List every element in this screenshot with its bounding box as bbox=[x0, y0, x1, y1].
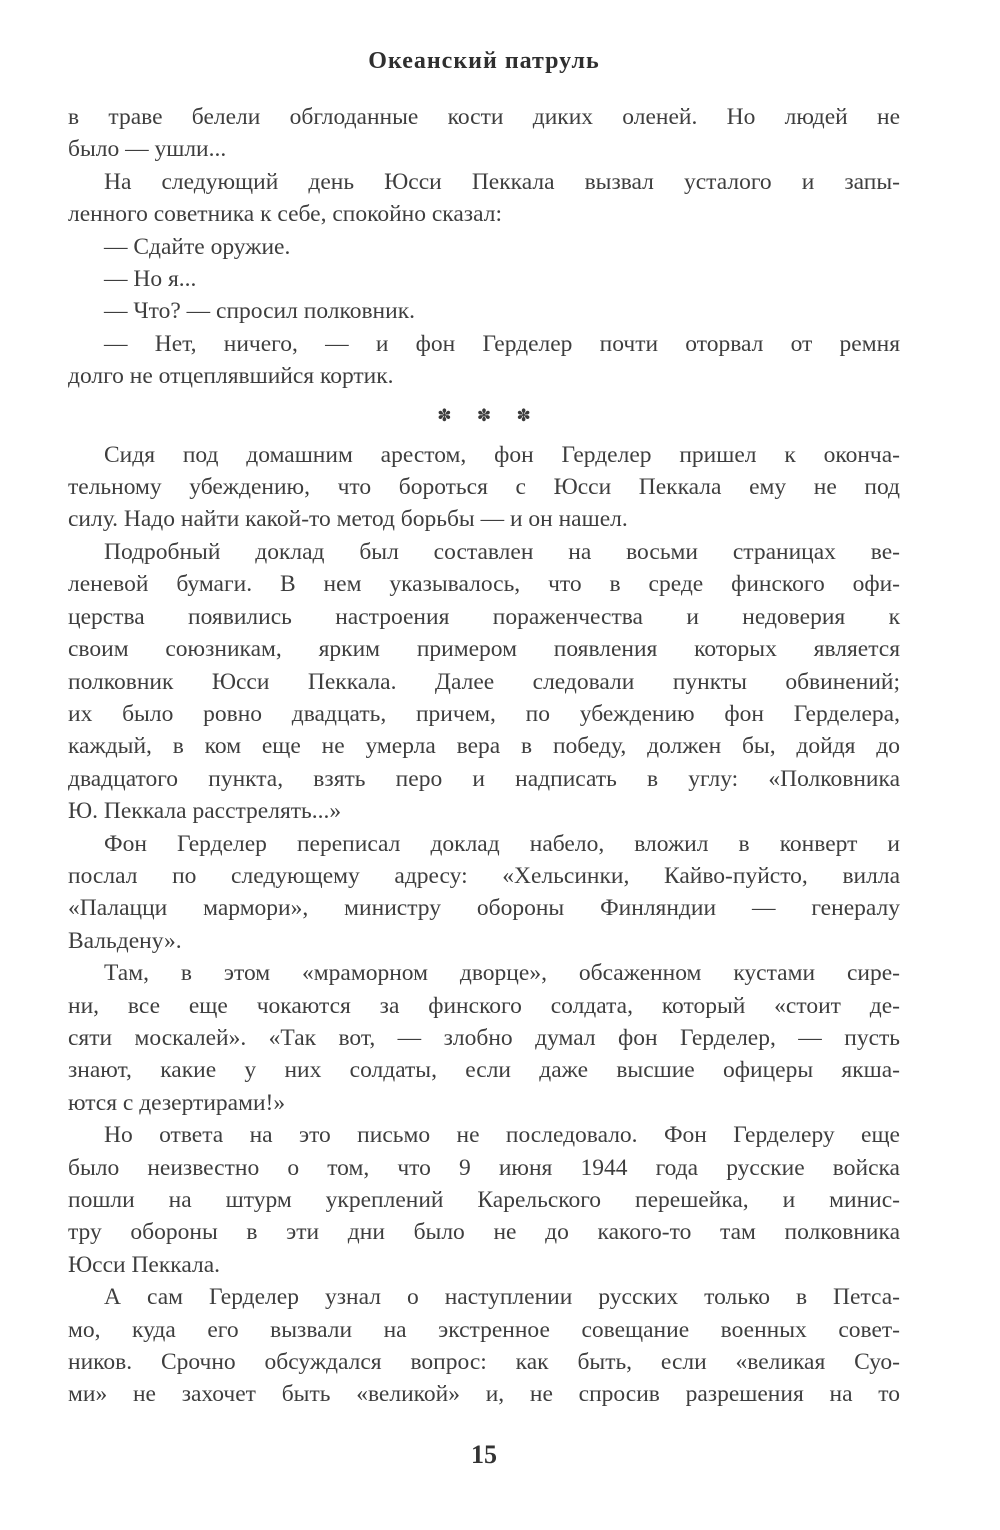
text-line: сяти москалей». «Так вот, — злобно думал фон Герделер, — пусть bbox=[68, 1024, 900, 1051]
text-line: в траве белели обглоданные кости диких оленей. Но людей не bbox=[68, 104, 900, 130]
text-line: пошли на штурм укреплений Карельского перешейка, и минис- bbox=[68, 1187, 900, 1213]
text-line: своим союзникам, ярким примером появления которых является bbox=[68, 636, 900, 663]
page-number: 15 bbox=[471, 1440, 497, 1469]
text-line: послал по следующему адресу: «Хельсинки, Кайво-пуйсто, вилла bbox=[68, 862, 900, 889]
text-line: Вальдену». bbox=[68, 927, 182, 954]
paragraph bbox=[68, 263, 900, 295]
text-line: было неизвестно о том, что 9 июня 1944 года русские войска bbox=[68, 1154, 900, 1181]
text-line: тру обороны в эти дни было не до какого-то там полковника bbox=[68, 1219, 900, 1246]
text-line: полковник Юсси Пеккала. Далее следовали пункты обвинений; bbox=[68, 668, 900, 695]
text-line: Ю. Пеккала расстрелять...» bbox=[68, 798, 342, 825]
paragraph bbox=[68, 231, 900, 263]
text-line: ников. Срочно обсуждался вопрос: как быть, если «великая Суо- bbox=[68, 1349, 900, 1376]
paragraph bbox=[68, 957, 900, 1119]
paragraph bbox=[68, 828, 900, 958]
page-body bbox=[68, 101, 900, 1411]
paragraph bbox=[68, 1281, 900, 1411]
text-line: было — ушли... bbox=[68, 136, 227, 163]
paragraph bbox=[68, 1119, 900, 1281]
text-line: ленного советника к себе, спокойно сказал: bbox=[68, 201, 502, 228]
text-line: На следующий день Юсси Пеккала вызвал усталого и запы- bbox=[104, 168, 900, 195]
text-line: церства появились настроения пораженчества и недоверия к bbox=[68, 603, 900, 630]
text-line: Фон Герделер переписал доклад набело, вложил в конверт и bbox=[104, 830, 900, 857]
text-line: Но ответа на это письмо не последовало. Фон Герделеру еще bbox=[104, 1122, 900, 1149]
paragraph bbox=[68, 536, 900, 828]
text-line: силу. Надо найти какой-то метод борьбы — и он нашел. bbox=[68, 506, 628, 533]
paragraph bbox=[68, 295, 900, 327]
text-line: Там, в этом «мраморном дворце», обсаженном кустами сире- bbox=[104, 960, 900, 987]
text-line: «Палацци мармори», министру обороны Финляндии — генералу bbox=[68, 895, 900, 922]
text-line: знают, какие у них солдаты, если даже высшие офицеры якша- bbox=[68, 1057, 900, 1084]
text-line: леневой бумаги. В нем указывалось, что в среде финского офи- bbox=[68, 571, 900, 598]
running-header: Океанский патруль bbox=[368, 48, 600, 74]
text-line: Сидя под домашним арестом, фон Герделер пришел к оконча- bbox=[104, 441, 900, 468]
paragraph bbox=[68, 101, 900, 166]
text-line: — Но я... bbox=[104, 266, 197, 293]
text-line: ми» не захочет быть «великой» и, не спросив разрешения на то bbox=[68, 1381, 900, 1408]
paragraph bbox=[68, 328, 900, 393]
text-line: ни, все еще чокаются за финского солдата, который «стоит де- bbox=[68, 992, 900, 1019]
text-line: ются с дезертирами!» bbox=[68, 1089, 286, 1116]
text-line: Подробный доклад был составлен на восьми страницах ве- bbox=[104, 538, 900, 565]
text-line: каждый, в ком еще не умерла вера в победу, должен бы, дойдя до bbox=[68, 733, 900, 760]
text-line: тельному убеждению, что бороться с Юсси Пеккала ему не под bbox=[68, 474, 900, 501]
text-line: их было ровно двадцать, причем, по убеждению фон Герделера, bbox=[68, 700, 900, 727]
text-line: мо, куда его вызвали на экстренное совещание военных совет- bbox=[68, 1316, 900, 1343]
text-line: долго не отцеплявшийся кортик. bbox=[68, 363, 394, 390]
paragraph bbox=[68, 439, 900, 536]
text-line: — Что? — спросил полковник. bbox=[104, 298, 415, 325]
text-line: А сам Герделер узнал о наступлении русских только в Петса- bbox=[104, 1284, 900, 1311]
section-separator: ✽ ✽ ✽ bbox=[437, 405, 541, 426]
text-line: Юсси Пеккала. bbox=[68, 1251, 221, 1278]
text-line: — Сдайте оружие. bbox=[104, 233, 291, 260]
paragraph bbox=[68, 166, 900, 231]
text-line: — Нет, ничего, — и фон Герделер почти оторвал от ремня bbox=[104, 330, 900, 357]
text-line: двадцатого пункта, взять перо и надписать в углу: «Полковника bbox=[68, 765, 900, 792]
